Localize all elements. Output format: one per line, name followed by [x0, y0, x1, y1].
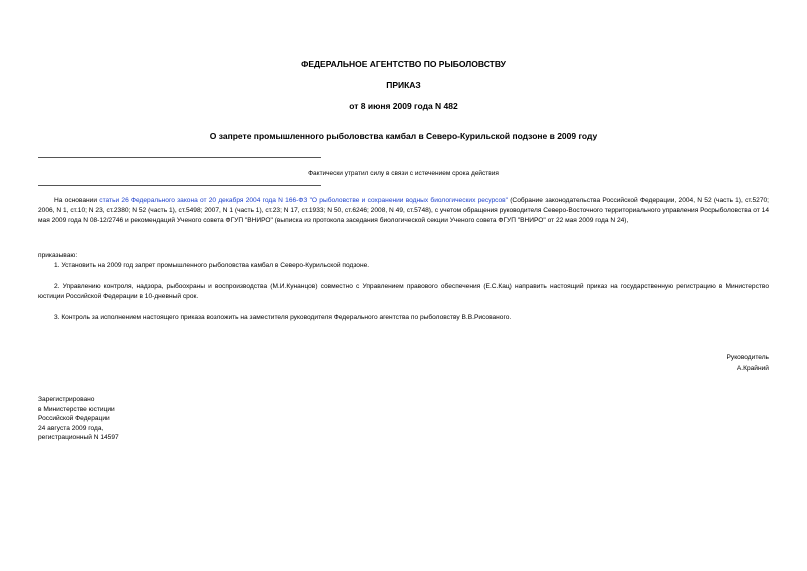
top-divider [38, 157, 321, 158]
registration-line: в Министерстве юстиции [38, 405, 115, 413]
preamble-lead: На основании [54, 197, 100, 204]
preamble-paragraph [38, 196, 769, 227]
preamble-rest: (Собрание законодательства Российской Федерации, 2004, N 52 (часть 1), ст.5270; 2006, N 1, ст.10; N 23, ст.2380; N 52 (часть 1), ст.5498; 2007, N 1 (часть 1), ст.23; N 17, ст.1933; N 50, ст.6246; 2008, N 49, ст.5748), с учетом обращения руководителя Северо-Восточного территориального управления Росрыболовства от 14 мая 2009 года N 08-12/2746 и рекомендаций Ученого совета ФГУП "ВНИРО" (выписка из протокола заседания биологической секции Ученого совета ФГУП "ВНИРО" от 22 мая 2009 года N 24), [38, 197, 769, 225]
status-note: Фактически утратил силу в связи с истечением срока действия [308, 170, 499, 177]
registration-line: Зарегистрировано [38, 396, 95, 403]
agency-name: ФЕДЕРАЛЬНОЕ АГЕНТСТВО ПО РЫБОЛОВСТВУ [301, 59, 506, 69]
registration-block [38, 395, 119, 443]
document-date-number: от 8 июня 2009 года N 482 [349, 101, 458, 111]
document-type: ПРИКАЗ [386, 80, 421, 90]
order-word: приказываю: [38, 252, 78, 259]
registration-line: Российской Федерации [38, 415, 110, 422]
document-title: О запрете промышленного рыболовства камбал в Северо-Курильской подзоне в 2009 году [209, 131, 598, 141]
order-item-3: 3. Контроль за исполнением настоящего приказа возложить на заместителя руководителя Федерального агентства по рыболовству В.В.Рисованого. [54, 314, 512, 321]
federal-law-link[interactable]: статьи 26 Федерального закона от 20 декабря 2004 года N 166-ФЗ "О рыболовстве и сохранении водных биологических ресурсов" [99, 197, 508, 204]
order-item-1: 1. Установить на 2009 год запрет промышленного рыболовства камбал в Северо-Курильской подзоне. [54, 262, 370, 269]
order-item-2: 2. Управлению контроля, надзора, рыбоохраны и воспроизводства (М.И.Кунанцов) совместно с Управлением правового обеспечения (Е.С.Кац) направить настоящий приказ на государственную регистрацию в Министерство юстиции Российской Федерации в 10-дневный срок. [38, 283, 769, 301]
registration-line: регистрационный N 14597 [38, 434, 119, 441]
bottom-divider [38, 185, 321, 186]
signature-block [727, 353, 769, 374]
signer-position: Руководитель [726, 354, 769, 361]
registration-line: 24 августа 2009 года, [38, 424, 104, 432]
signer-name: А.Крайний [736, 364, 769, 372]
